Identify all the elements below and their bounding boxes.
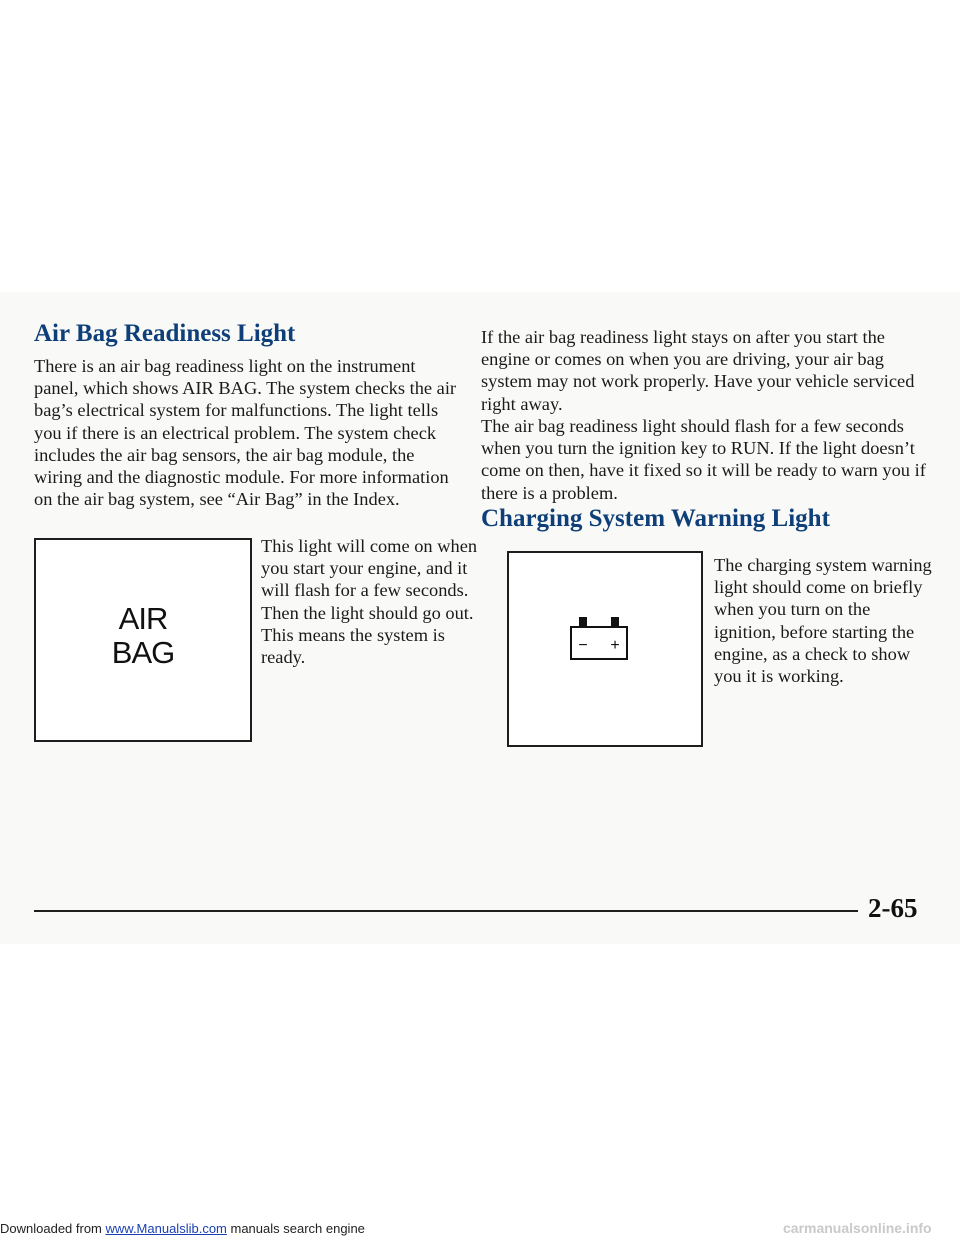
charging-light-paragraph: The charging system warning light should come on briefly when you turn on the ignition, before starting the engine, as a check to show you it is working.: [714, 555, 932, 687]
air-bag-stays-on-paragraph: If the air bag readiness light stays on after you start the engine or comes on when you are driving, your air bag system may not work properly. Have your vehicle serviced right away.: [481, 327, 915, 414]
watermark-suffix: manuals search engine: [226, 1221, 365, 1236]
air-bag-symbol: [36, 602, 250, 670]
air-bag-light-paragraph: This light will come on when you start your engine, and it will flash for a few seconds. Then the light should go out. This means the system is ready.: [261, 536, 478, 668]
page-number: 2-65: [868, 893, 918, 923]
air-bag-intro-paragraph: There is an air bag readiness light on the instrument panel, which shows AIR BAG. The system checks the air bag’s electrical system for malfunctions. The light tells you if there is an electrical problem. The system check includes the air bag sensors, the air bag module, the wiring and the diagnostic module. For more information on the air bag system, see “Air Bag” in the Index.: [34, 356, 457, 510]
charging-symbol-frame: [507, 551, 703, 747]
charging-heading: Charging System Warning Light: [481, 505, 830, 532]
carmanualsonline-watermark: carmanualsonline.info: [783, 1220, 932, 1236]
air-bag-heading: Air Bag Readiness Light: [34, 320, 296, 347]
footer-rule: [34, 910, 858, 912]
download-watermark: [0, 1221, 365, 1236]
air-bag-symbol-frame: [34, 538, 252, 742]
air-bag-symbol-line-2: BAG: [111, 635, 175, 670]
watermark-prefix: Downloaded from: [0, 1221, 106, 1236]
air-bag-flash-paragraph: The air bag readiness light should flash for a few seconds when you turn the ignition key to RUN. If the light doesn’t come on then, have it fixed so it will be ready to warn you if there is a problem.: [481, 416, 926, 503]
battery-icon: [566, 615, 646, 671]
battery-plus-sign: +: [610, 637, 620, 654]
manualslib-link[interactable]: www.Manualslib.com: [105, 1221, 227, 1236]
air-bag-symbol-line-1: AIR: [118, 601, 168, 636]
battery-minus-sign: −: [578, 637, 588, 654]
